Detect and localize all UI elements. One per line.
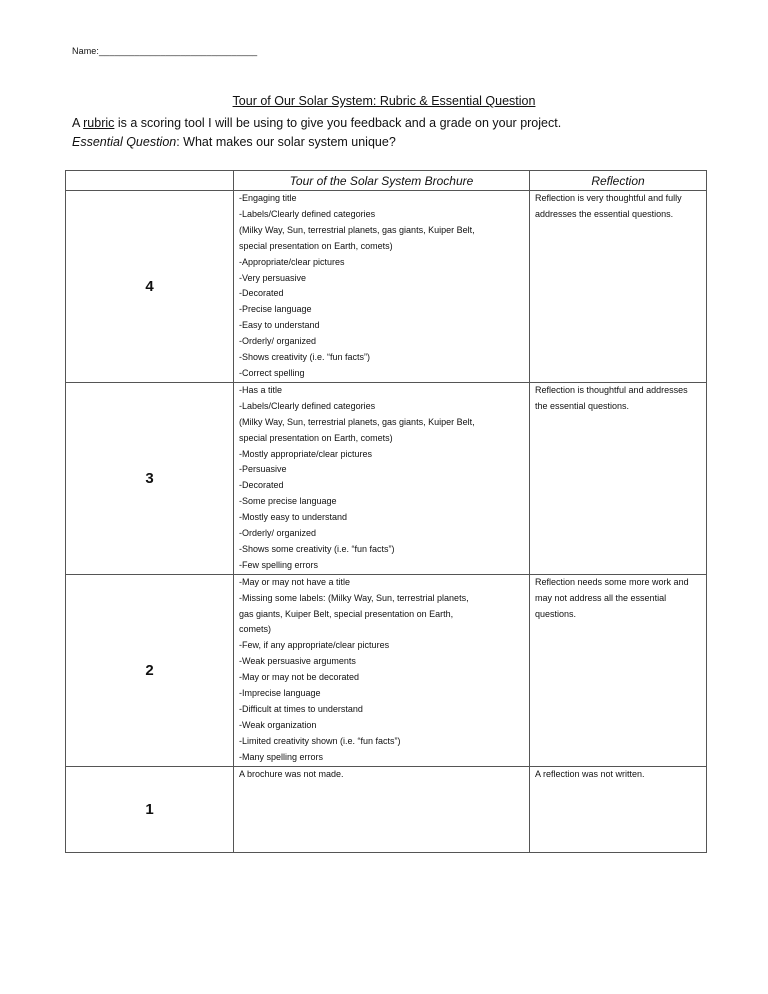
criteria-list — [234, 767, 529, 783]
score-cell: 1 — [66, 766, 234, 852]
criteria-item: -Missing some labels: (Milky Way, Sun, terrestrial planets, — [239, 592, 469, 603]
brochure-criteria-cell — [234, 766, 530, 852]
criteria-item: -Many spelling errors — [239, 751, 324, 762]
intro-paragraph — [72, 114, 561, 152]
criteria-item: comets) — [239, 624, 272, 635]
table-row — [66, 766, 707, 852]
criteria-item: -May or may not have a title — [239, 576, 351, 587]
brochure-criteria-cell — [234, 382, 530, 574]
intro-suffix: is a scoring tool I will be using to give you feedback and a grade on your project. — [114, 116, 562, 130]
criteria-item: -Shows creativity (i.e. “fun facts”) — [239, 352, 371, 363]
criteria-item: -Labels/Clearly defined categories — [239, 400, 376, 411]
rubric-term: rubric — [83, 116, 115, 130]
score-cell: 3 — [66, 382, 234, 574]
criteria-item: -Appropriate/clear pictures — [239, 256, 345, 267]
score-column-header — [66, 171, 234, 191]
criteria-item: -Very persuasive — [239, 272, 307, 283]
criteria-item: (Milky Way, Sun, terrestrial planets, gas giants, Kuiper Belt, — [239, 224, 475, 235]
name-field-line: Name:_______________________________ — [72, 46, 258, 56]
brochure-criteria-cell — [234, 574, 530, 766]
essential-question-label: Essential Question — [72, 135, 177, 149]
table-row — [66, 191, 707, 383]
criteria-item: special presentation on Earth, comets) — [239, 240, 393, 251]
brochure-column-header: Tour of the Solar System Brochure — [234, 171, 530, 191]
criteria-item: -Correct spelling — [239, 367, 305, 378]
criteria-item: -Weak organization — [239, 719, 317, 730]
criteria-list — [234, 191, 529, 382]
criteria-item: -Imprecise language — [239, 688, 321, 699]
reflection-cell — [530, 382, 707, 574]
criteria-item: -Decorated — [239, 480, 284, 491]
criteria-item: -Weak persuasive arguments — [239, 656, 356, 667]
criteria-list — [234, 383, 529, 574]
criteria-item: -Mostly appropriate/clear pictures — [239, 448, 373, 459]
criteria-item: -Some precise language — [239, 496, 337, 507]
criteria-item: -Labels/Clearly defined categories — [239, 208, 376, 219]
criteria-item: -Limited creativity shown (i.e. “fun facts”) — [239, 735, 401, 746]
criteria-item: -May or may not be decorated — [239, 672, 360, 683]
criteria-item: -Decorated — [239, 288, 284, 299]
score-cell: 2 — [66, 574, 234, 766]
criteria-item: -Persuasive — [239, 464, 287, 475]
criteria-item: -Precise language — [239, 304, 312, 315]
criteria-item: A brochure was not made. — [239, 768, 344, 779]
criteria-item: -Easy to understand — [239, 320, 320, 331]
table-header-row — [66, 171, 707, 191]
page-title: Tour of Our Solar System: Rubric & Essential Question — [232, 94, 536, 108]
criteria-list — [234, 575, 529, 766]
reflection-text: Reflection needs some more work and may not address all the essential questions. — [535, 576, 689, 619]
essential-question — [72, 133, 561, 152]
criteria-item: -Mostly easy to understand — [239, 512, 348, 523]
criteria-item: special presentation on Earth, comets) — [239, 432, 393, 443]
reflection-text: Reflection is very thoughtful and fully addresses the essential questions. — [535, 193, 682, 219]
criteria-item: -Difficult at times to understand — [239, 704, 363, 714]
criteria-item: -Orderly/ organized — [239, 528, 317, 539]
reflection-cell — [530, 766, 707, 852]
criteria-item: -Engaging title — [239, 193, 297, 203]
reflection-text: Reflection is thoughtful and addresses the essential questions. — [535, 384, 688, 411]
reflection-column-header: Reflection — [530, 171, 707, 191]
criteria-item: -Has a title — [239, 384, 283, 395]
criteria-item: -Orderly/ organized — [239, 336, 317, 347]
criteria-item: -Few, if any appropriate/clear pictures — [239, 640, 390, 651]
rubric-definition — [72, 114, 561, 133]
criteria-item: -Shows some creativity (i.e. “fun facts”) — [239, 543, 395, 554]
intro-prefix: A — [72, 116, 84, 130]
reflection-text: A reflection was not written. — [535, 768, 645, 779]
reflection-cell — [530, 191, 707, 383]
reflection-cell — [530, 574, 707, 766]
criteria-item: gas giants, Kuiper Belt, special presentation on Earth, — [239, 608, 454, 619]
table-row — [66, 574, 707, 766]
essential-question-text: : What makes our solar system unique? — [176, 135, 396, 149]
score-cell: 4 — [66, 191, 234, 383]
brochure-criteria-cell — [234, 191, 530, 383]
criteria-item: -Few spelling errors — [239, 559, 319, 570]
criteria-item: (Milky Way, Sun, terrestrial planets, gas giants, Kuiper Belt, — [239, 416, 475, 427]
rubric-table — [65, 170, 707, 853]
table-row — [66, 382, 707, 574]
